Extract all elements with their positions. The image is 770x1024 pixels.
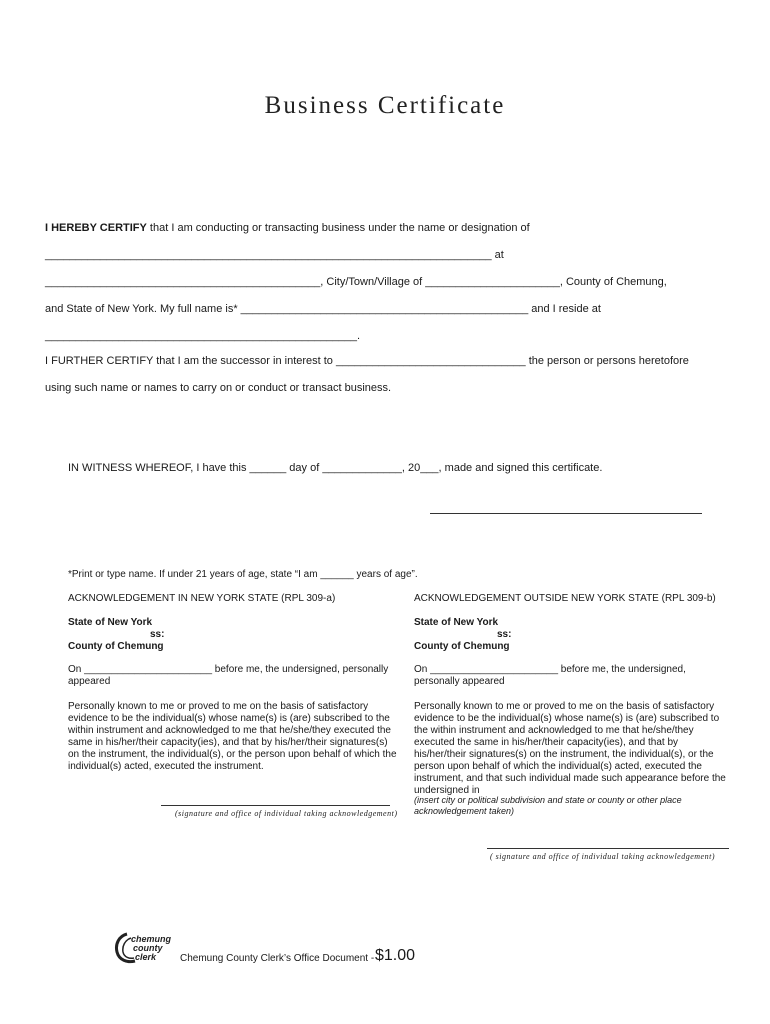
certify-line-2: _________________________________________________________________________ at <box>45 249 504 261</box>
ack-outside-county: County of Chemung <box>414 641 510 652</box>
further-certify-line-2: using such name or names to carry on or conduct or transact business. <box>45 382 392 394</box>
ack-ny-heading: ACKNOWLEDGEMENT IN NEW YORK STATE (RPL 309-a) <box>68 593 336 604</box>
ack-ny-county: County of Chemung <box>68 641 164 652</box>
footer-price: $1.00 <box>375 947 416 964</box>
certify-line-1 <box>45 222 530 235</box>
ack-ny-body: Personally known to me or proved to me on the basis of satisfactory evidence to be the individual(s) whose name(s) is (are) subscribed to the within instrument and acknowledged to me that he/she/they executed the same in his/her/their capacity(ies), and that by his/her/their signatures(s) on the instrument, the individual(s), or the person upon behalf of which the individual(s) acted, executed the instrument. <box>68 701 397 772</box>
svg-text:clerk: clerk <box>135 952 157 962</box>
footer-document-text: Chemung County Clerk’s Office Document - <box>180 953 375 964</box>
certify-text: that I am conducting or transacting business under the name or designation of <box>146 222 530 234</box>
print-name-note: *Print or type name. If under 21 years of age, state “I am ______ years of age”. <box>68 569 418 580</box>
chemung-county-clerk-logo <box>113 930 177 966</box>
certify-lead: I HEREBY CERTIFY <box>45 222 147 234</box>
ack-outside-signature-caption: ( signature and office of individual taking acknowledgement) <box>490 852 715 861</box>
ack-outside-heading: ACKNOWLEDGEMENT OUTSIDE NEW YORK STATE (RPL 309-b) <box>414 593 716 604</box>
further-certify-line-1: I FURTHER CERTIFY that I am the successor in interest to _______________________________ the person or persons heretofore <box>45 355 689 367</box>
svg-text:chemung: chemung <box>131 934 172 944</box>
ack-ny-state: State of New York <box>68 617 153 628</box>
page-title: Business Certificate <box>264 92 506 119</box>
ack-outside-state: State of New York <box>414 617 499 628</box>
certify-line-5: ___________________________________________________. <box>45 330 361 342</box>
ack-ny-signature-line <box>161 805 390 806</box>
ack-ny-ss: ss: <box>150 629 165 640</box>
ack-ny-signature-caption: (signature and office of individual taking acknowledgement) <box>175 809 398 818</box>
ack-outside-place-note: (insert city or political subdivision and state or county or other place acknowledgement taken) <box>414 795 682 816</box>
ack-outside-signature-line <box>487 848 729 849</box>
certify-line-4: and State of New York. My full name is* _______________________________________________ and I reside at <box>45 303 601 315</box>
witness-line: IN WITNESS WHEREOF, I have this ______ day of _____________, 20___, made and signed this certificate. <box>68 462 603 474</box>
certify-line-3: _____________________________________________, City/Town/Village of ______________________, County of Chemung, <box>45 276 667 288</box>
ack-outside-ss: ss: <box>497 629 512 640</box>
ack-outside-body: Personally known to me or proved to me on the basis of satisfactory evidence to be the individual(s) whose name(s) is (are) subscribed to the within instrument and acknowledged to me that he/she/they executed the same in his/her/their capacity(ies), and that by his/her/their signatures(s) on the instrument, the individual(s), or the person upon behalf of which the individual(s) acted, executed the instrument, and that such individual made such appearance before the undersigned in <box>414 701 726 796</box>
svg-text:county: county <box>133 943 163 953</box>
signature-line <box>430 513 702 514</box>
ack-outside-on-text: On _______________________ before me, the undersigned, personally appeared <box>414 664 686 687</box>
ack-ny-on-text: On _______________________ before me, the undersigned, personally appeared <box>68 664 389 687</box>
